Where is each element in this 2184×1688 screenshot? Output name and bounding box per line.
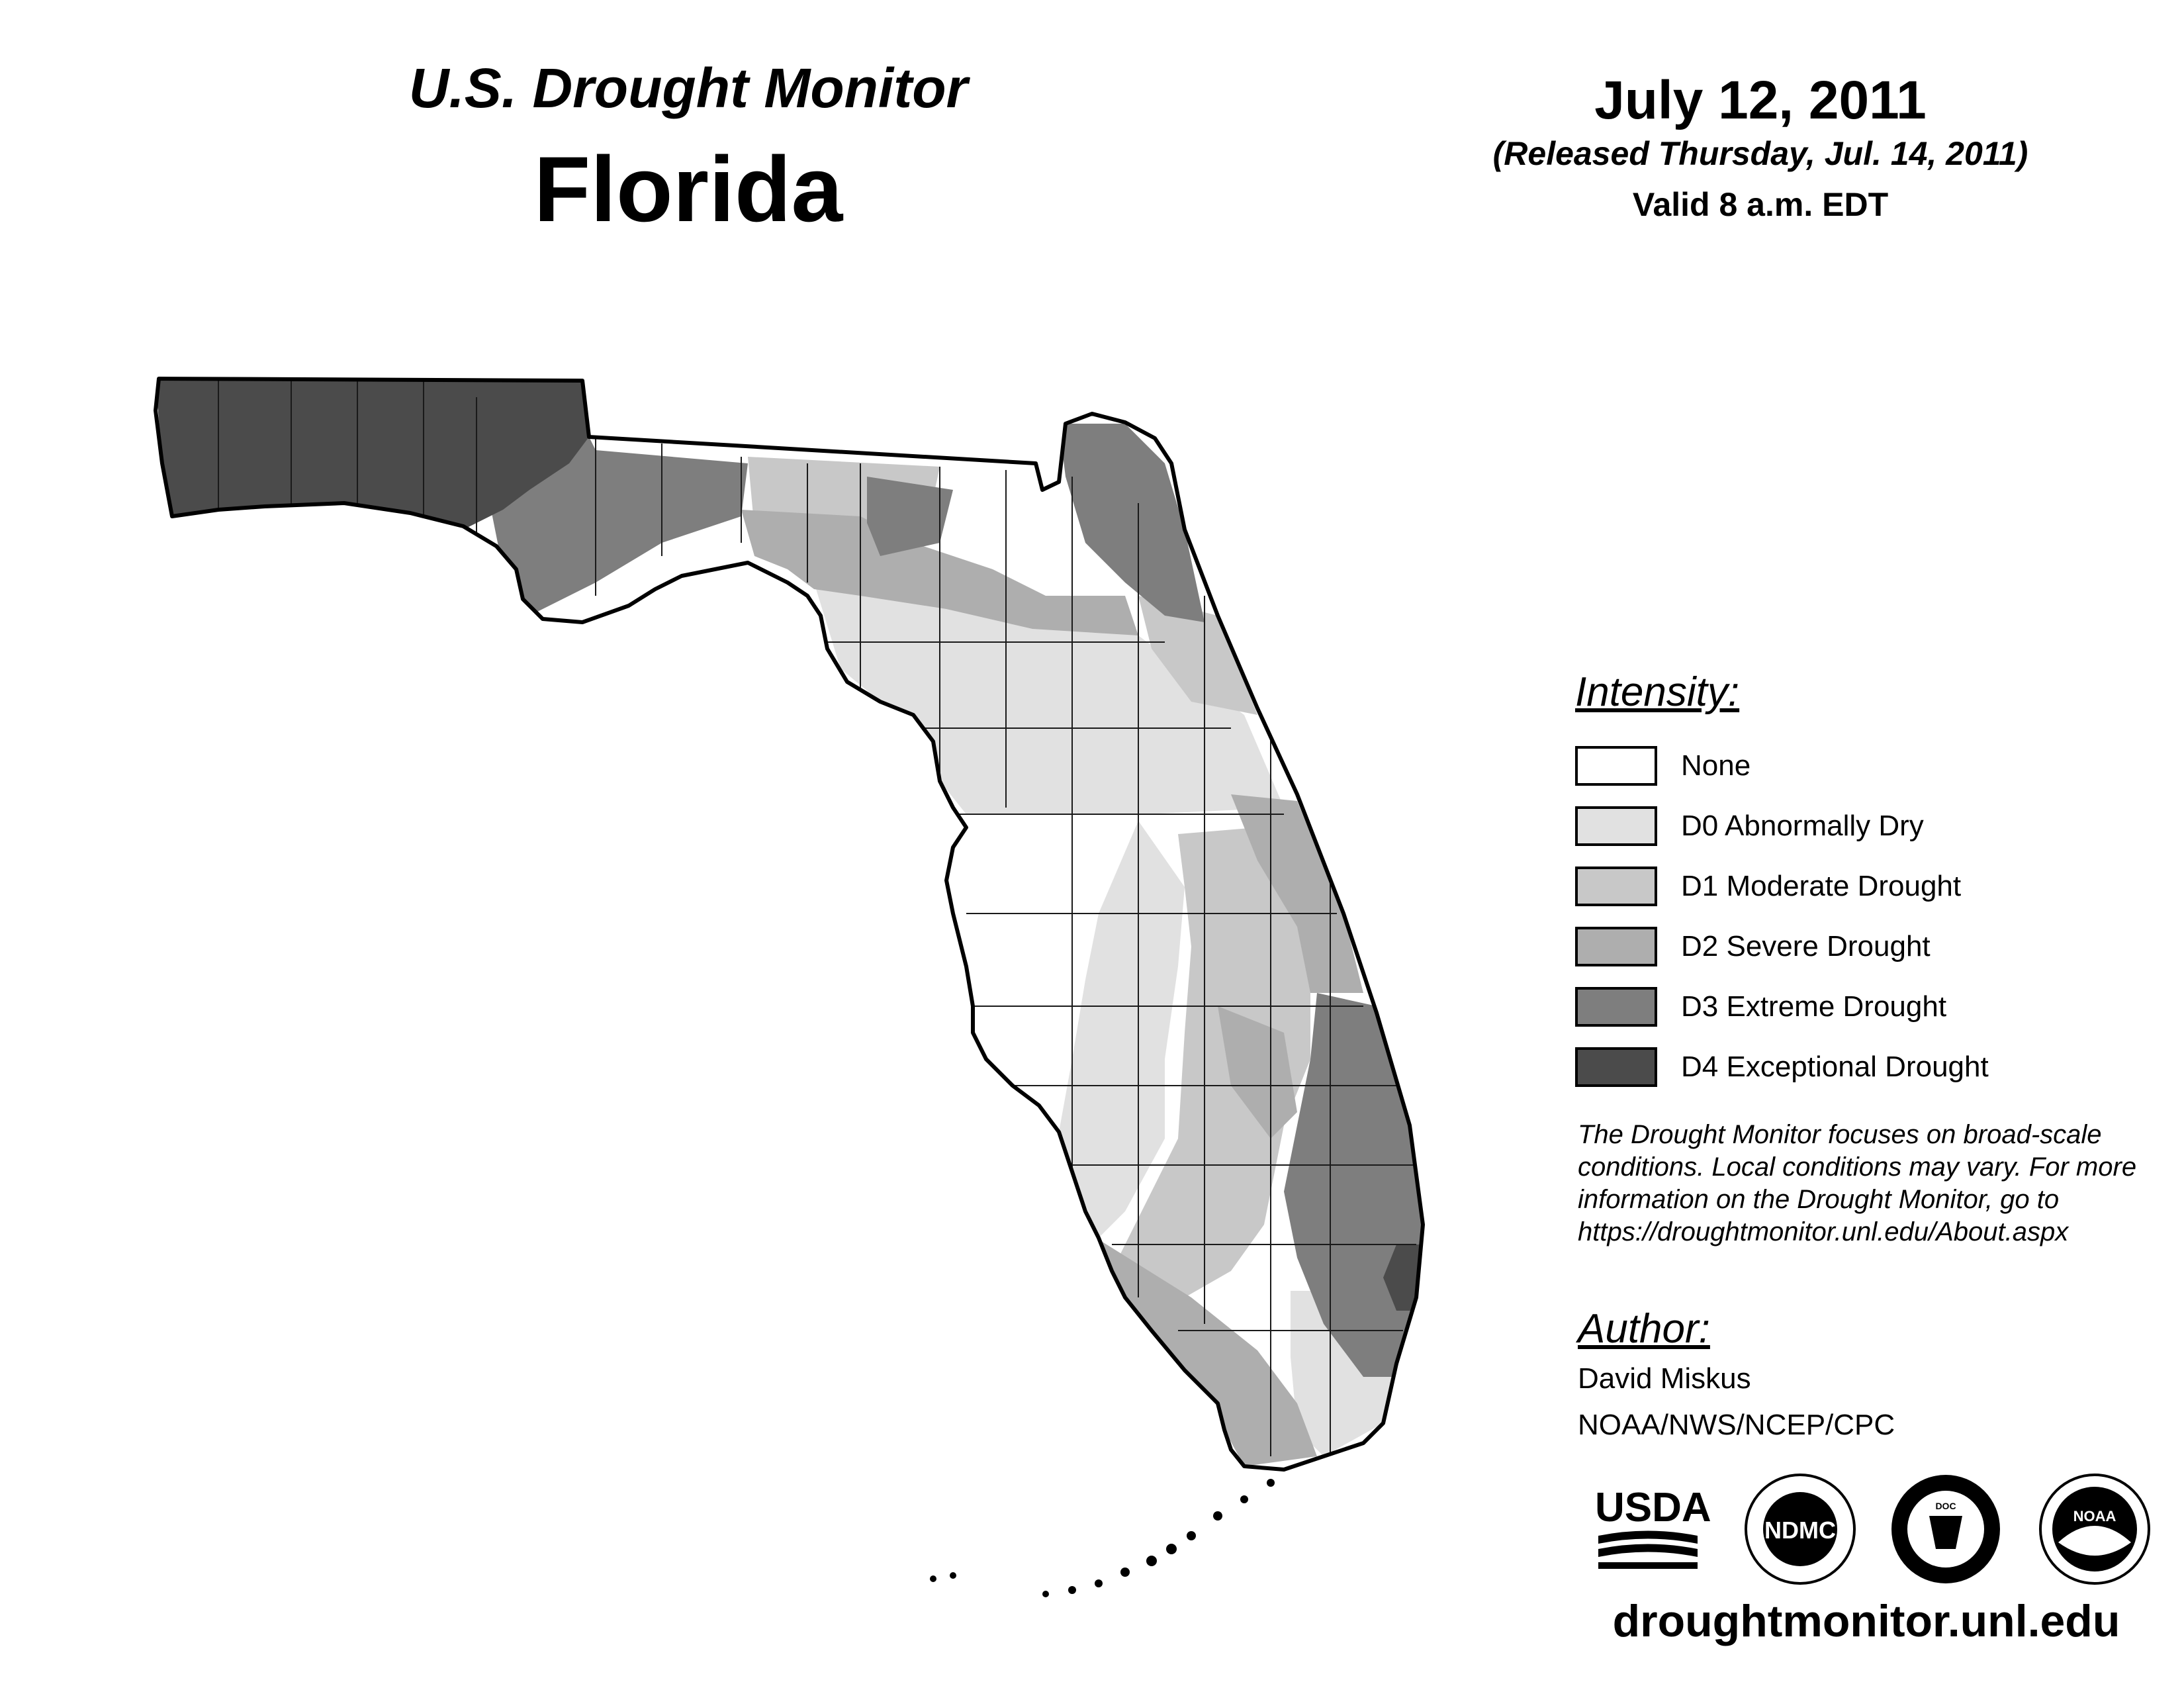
- author-org: NOAA/NWS/NCEP/CPC: [1578, 1409, 1895, 1441]
- legend-item-d0: [1575, 796, 2171, 856]
- legend-item-d2: [1575, 916, 2171, 976]
- doc-seal: [1891, 1475, 2000, 1583]
- legend-label: D4 Exceptional Drought: [1681, 1050, 1989, 1083]
- release-date: (Released Thursday, Jul. 14, 2011): [1492, 135, 2028, 172]
- legend-swatch: [1575, 867, 1657, 906]
- title-line1: U.S. Drought Monitor: [408, 57, 968, 119]
- doc-seal-text: DOC: [1935, 1501, 1956, 1511]
- partner-logos: [1588, 1470, 2171, 1589]
- legend-swatch: [1575, 806, 1657, 846]
- legend-swatch: [1575, 927, 1657, 966]
- ndmc-logo: [1746, 1475, 1854, 1583]
- author-block: [1578, 1305, 2173, 1445]
- legend-item-none: [1575, 735, 2171, 796]
- map-date: July 12, 2011: [1594, 70, 1927, 130]
- note-line: information on the Drought Monitor, go to: [1578, 1185, 2060, 1214]
- author-heading: Author:: [1578, 1306, 1710, 1352]
- valid-time: Valid 8 a.m. EDT: [1632, 186, 1889, 223]
- title-state: Florida: [533, 137, 843, 241]
- legend-swatch: [1575, 987, 1657, 1027]
- legend-label: None: [1681, 749, 1751, 782]
- legend-swatch: [1575, 746, 1657, 786]
- usda-logo: [1595, 1485, 1711, 1569]
- disclaimer-note: [1578, 1119, 2173, 1248]
- note-line: The Drought Monitor focuses on broad-scale: [1578, 1120, 2102, 1149]
- legend-label: D3 Extreme Drought: [1681, 990, 1947, 1023]
- noaa-logo-text: NOAA: [2073, 1508, 2116, 1524]
- legend: [1575, 669, 2171, 1097]
- noaa-logo: [2040, 1475, 2149, 1583]
- legend-item-d3: [1575, 976, 2171, 1037]
- legend-swatch: [1575, 1047, 1657, 1087]
- legend-label: D2 Severe Drought: [1681, 929, 1931, 962]
- legend-item-d1: [1575, 856, 2171, 916]
- note-line: conditions. Local conditions may vary. For more: [1578, 1152, 2137, 1182]
- legend-label: D1 Moderate Drought: [1681, 869, 1962, 902]
- legend-item-d4: [1575, 1037, 2171, 1097]
- usda-logo-text: USDA: [1595, 1485, 1711, 1530]
- legend-label: D0 Abnormally Dry: [1681, 809, 1924, 842]
- ndmc-logo-text: NDMC: [1764, 1517, 1836, 1544]
- florida-keys: [930, 1479, 1275, 1597]
- author-name: David Miskus: [1578, 1362, 1751, 1395]
- website-link[interactable]: droughtmonitor.unl.edu: [1612, 1596, 2120, 1646]
- note-link[interactable]: https://droughtmonitor.unl.edu/About.aspx: [1578, 1217, 2069, 1246]
- legend-heading: Intensity:: [1575, 669, 1740, 715]
